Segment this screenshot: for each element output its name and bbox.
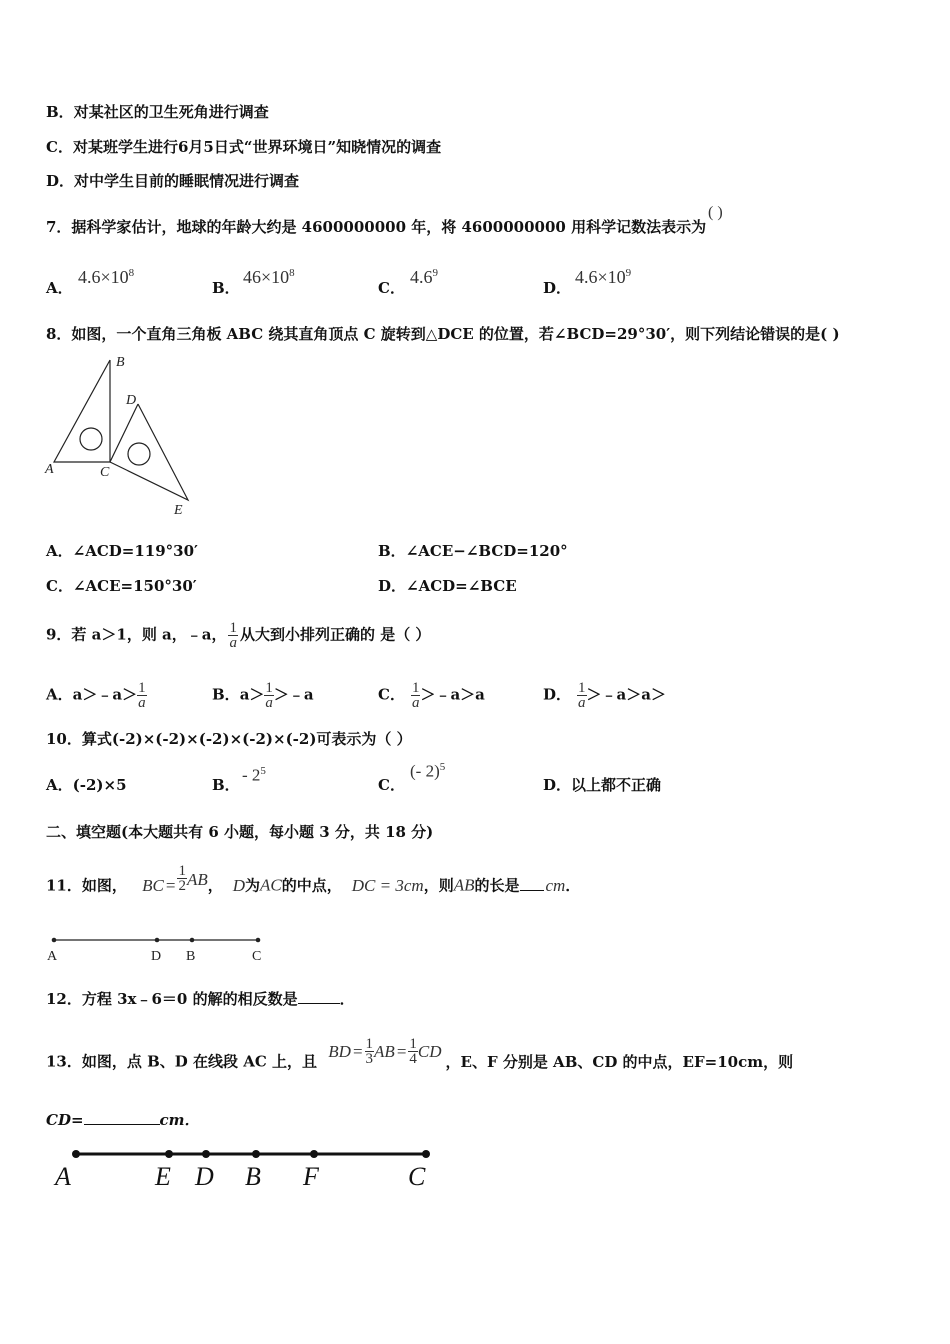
- q9-option-a: A．a＞﹣a＞ $\frac{1}{a}$: [46, 680, 146, 711]
- q10-option-a: A．(-2)×5: [46, 776, 127, 794]
- point-a: [72, 1150, 80, 1158]
- q6-option-b: B．对某社区的卫生死角进行调查: [46, 103, 269, 121]
- q8-option-c: C．∠ACE=150°30′: [46, 577, 197, 595]
- point-f: [310, 1150, 318, 1158]
- q11-stem: 11．如图， BC = $\frac{1}{2}$ AB， D为AC的中点， DC = 3cm，则AB的长是 cm．: [46, 863, 581, 895]
- label-d: D: [151, 949, 162, 964]
- triangle-dce: [110, 404, 188, 500]
- label-a: A: [55, 1162, 71, 1191]
- point-b: [252, 1150, 260, 1158]
- q7-option-d: D．: [543, 279, 572, 297]
- q7-paren: ( ): [708, 204, 723, 221]
- point-d: [202, 1150, 210, 1158]
- q6-option-d: D．对中学生目前的睡眠情况进行调查: [46, 172, 300, 190]
- q13-segment-figure: [50, 1142, 440, 1194]
- q10-stem: 10．算式(-2)×(-2)×(-2)×(-2)×(-2)可表示为（ ）: [46, 730, 412, 748]
- q13-stem: 13．如图，点 B、D 在线段 AC 上，且 BD = $\frac{1}{3}$ AB = $\frac{1}{4}$ CD，E、F 分别是 AB、CD 的中点，EF=10cm，则: [46, 1036, 794, 1071]
- q7-option-b: B．: [212, 279, 240, 297]
- point-e: [165, 1150, 173, 1158]
- label-e: E: [174, 503, 183, 518]
- label-c: C: [408, 1162, 426, 1191]
- point-b: [190, 938, 195, 943]
- label-a: A: [45, 462, 54, 477]
- q10-option-b: B．: [212, 776, 240, 794]
- point-c: [422, 1150, 430, 1158]
- triangle-abc-hole: [80, 428, 102, 450]
- label-d: D: [126, 393, 137, 408]
- q10-option-b-value: - $2^5$: [242, 765, 266, 785]
- q7-option-a-value: $4.6\times 10^8$: [78, 267, 135, 287]
- triangle-dce-hole: [128, 443, 150, 465]
- q8-option-d: D．∠ACD=∠BCE: [378, 577, 517, 595]
- q9-option-d: D． $\frac{1}{a}$ ＞﹣a＞a＞: [543, 680, 666, 711]
- label-b: B: [116, 355, 125, 370]
- label-c: C: [100, 465, 110, 480]
- q9-option-c: C． $\frac{1}{a}$ ＞﹣a＞a: [378, 680, 485, 711]
- label-d: D: [195, 1162, 214, 1191]
- q12-stem: 12．方程 3x﹣6＝0 的解的相反数是 ．: [46, 990, 355, 1008]
- point-a: [52, 938, 57, 943]
- q7-stem: 7．据科学家估计，地球的年龄大约是 4600000000 年，将 4600000000 用科学记数法表示为: [46, 218, 707, 236]
- q10-option-c-value: (- 2)$^5$: [410, 761, 446, 781]
- q6-option-c: C．对某班学生进行6月5日式“世界环境日”知晓情况的调查: [46, 138, 442, 156]
- q7-option-d-value: $4.6\times 10^9$: [575, 267, 632, 287]
- q10-option-d: D．以上都不正确: [543, 776, 662, 794]
- label-a: A: [47, 949, 58, 964]
- q8-stem: 8．如图，一个直角三角板 ABC 绕其直角顶点 C 旋转到△DCE 的位置，若∠BCD=29°30′，则下列结论错误的是( ): [46, 325, 840, 343]
- q10-option-c: C．: [378, 776, 405, 794]
- label-e: E: [155, 1162, 171, 1191]
- q7-option-a: A．: [46, 279, 73, 297]
- q7-option-c: C．: [378, 279, 405, 297]
- point-c: [256, 938, 261, 943]
- q7-option-c-value: $4.6^9$: [410, 267, 438, 287]
- section-2-title: 二、填空题(本大题共有 6 小题，每小题 3 分，共 18 分): [46, 823, 434, 841]
- q8-option-b: B．∠ACE−∠BCD=120°: [378, 542, 568, 560]
- q8-option-a: A．∠ACD=119°30′: [46, 542, 199, 560]
- q7-option-b-value: $46\times 10^8$: [243, 267, 295, 287]
- q9-stem: 9．若 a＞1，则 a，﹣a， $\frac{1}{a}$ 从大到小排列正确的 是（ ）: [46, 620, 431, 651]
- q13-answer-line: CD= cm．: [46, 1111, 200, 1129]
- q11-segment-figure: [44, 932, 274, 964]
- q9-option-b: B．a＞ $\frac{1}{a}$ ＞﹣a: [212, 680, 314, 711]
- label-b: B: [245, 1162, 261, 1191]
- q8-triangle-figure: [40, 352, 200, 522]
- point-d: [155, 938, 160, 943]
- label-c: C: [252, 949, 262, 964]
- label-f: F: [303, 1162, 319, 1191]
- label-b: B: [186, 949, 196, 964]
- triangle-abc: [54, 360, 110, 462]
